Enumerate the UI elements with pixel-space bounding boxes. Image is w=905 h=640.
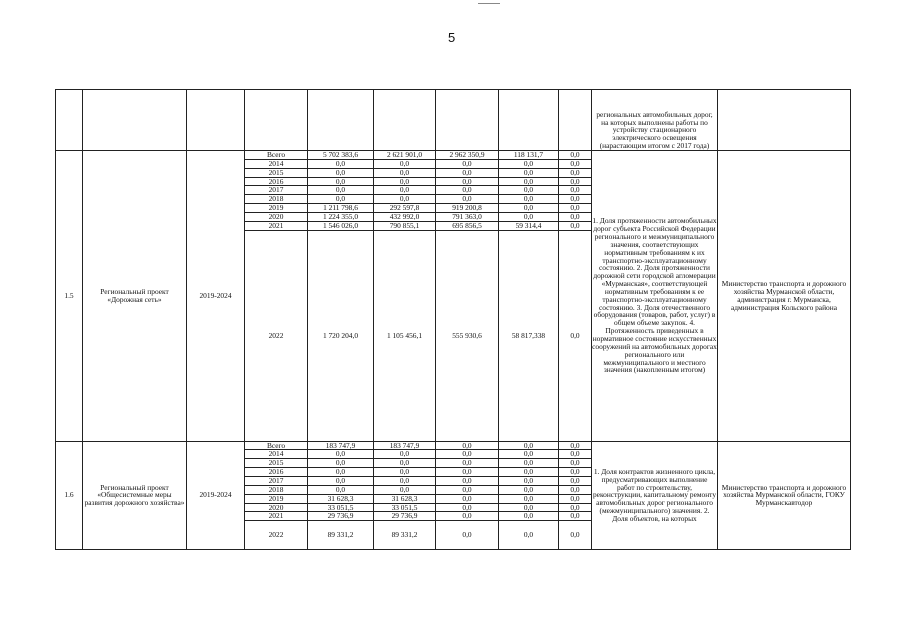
funding-value: 0,0 [308,468,374,477]
funding-value: 0,0 [499,521,559,550]
funding-value: 0,0 [499,503,559,512]
funding-value: 89 331,2 [374,521,436,550]
funding-value: 0,0 [499,476,559,485]
funding-value: 0,0 [499,212,559,221]
funding-value: 0,0 [308,177,374,186]
year-label: 2016 [245,177,308,186]
funding-value: 0,0 [436,468,499,477]
funding-value: 0,0 [499,494,559,503]
funding-value: 183 747,9 [374,441,436,450]
funding-value: 0,0 [436,476,499,485]
funding-value: 0,0 [436,521,499,550]
funding-value: 0,0 [374,159,436,168]
funding-value: 0,0 [559,459,592,468]
funding-value: 0,0 [559,521,592,550]
funding-value: 791 363,0 [436,212,499,221]
year-label: 2021 [245,221,308,230]
funding-value: 0,0 [559,503,592,512]
funding-value: 31 628,3 [308,494,374,503]
project-2-row [56,441,851,450]
project-period: 2019-2024 [187,151,245,442]
funding-value: 0,0 [374,186,436,195]
funding-value: 33 051,5 [374,503,436,512]
funding-value: 0,0 [559,168,592,177]
funding-value: 0,0 [308,476,374,485]
funding-value: 0,0 [499,512,559,521]
funding-value: 89 331,2 [308,521,374,550]
funding-value: 0,0 [374,476,436,485]
year-label: 2015 [245,459,308,468]
funding-value: 0,0 [436,494,499,503]
funding-value: 59 314,4 [499,221,559,230]
funding-value: 183 747,9 [308,441,374,450]
funding-value: 0,0 [499,450,559,459]
funding-value: 2 962 350,9 [436,151,499,160]
funding-value: 0,0 [559,204,592,213]
funding-value: 0,0 [374,485,436,494]
project-executor: Министерство транспорта и дорожного хозяйства Мурманской области, ГОКУ Мурманскавтодор [718,441,851,550]
funding-value: 0,0 [436,195,499,204]
year-label: 2017 [245,186,308,195]
funding-value: 0,0 [308,450,374,459]
funding-value: 0,0 [559,468,592,477]
funding-value: 5 702 383,6 [308,151,374,160]
year-label: Всего [245,441,308,450]
year-label: 2019 [245,204,308,213]
table-body [56,90,851,550]
funding-value: 0,0 [499,468,559,477]
funding-value: 0,0 [308,195,374,204]
funding-value: 58 817,338 [499,230,559,441]
funding-value: 0,0 [436,503,499,512]
funding-value: 0,0 [559,195,592,204]
project-number: 1.5 [56,151,83,442]
year-label: 2014 [245,159,308,168]
funding-value: 0,0 [308,168,374,177]
funding-value: 0,0 [559,450,592,459]
year-label: 2018 [245,195,308,204]
project-1-row [56,151,851,160]
funding-value: 29 736,9 [374,512,436,521]
funding-value: 0,0 [559,485,592,494]
year-label: 2020 [245,503,308,512]
year-label: 2017 [245,476,308,485]
funding-value: 0,0 [559,212,592,221]
funding-value: 0,0 [374,195,436,204]
year-label: 2019 [245,494,308,503]
funding-value: 0,0 [308,485,374,494]
year-label: 2015 [245,168,308,177]
year-label: 2018 [245,485,308,494]
funding-value: 0,0 [499,168,559,177]
funding-value: 1 720 204,0 [308,230,374,441]
funding-value: 1 546 026,0 [308,221,374,230]
funding-value: 1 224 355,0 [308,212,374,221]
funding-value: 0,0 [559,512,592,521]
funding-value: 0,0 [559,177,592,186]
funding-value: 0,0 [374,459,436,468]
funding-value: 118 131,7 [499,151,559,160]
program-table [55,89,851,550]
funding-value: 0,0 [499,441,559,450]
project-executor: Министерство транспорта и дорожного хозяйства Мурманской области, администрация г. Мурманска, администрация Кольского района [718,151,851,442]
funding-value: 0,0 [308,186,374,195]
project-name: Региональный проект «Общесистемные меры развития дорожного хозяйства» [83,441,187,550]
page-number: 5 [448,30,456,45]
funding-value: 0,0 [499,186,559,195]
funding-value: 292 597,8 [374,204,436,213]
year-label: 2021 [245,512,308,521]
funding-value: 31 628,3 [374,494,436,503]
funding-value: 0,0 [436,177,499,186]
funding-value: 1 211 798,6 [308,204,374,213]
funding-value: 555 930,6 [436,230,499,441]
year-label: 2020 [245,212,308,221]
funding-value: 0,0 [559,221,592,230]
funding-value: 0,0 [374,177,436,186]
funding-value: 0,0 [499,459,559,468]
funding-value: 919 200,8 [436,204,499,213]
top-edge-mark [478,3,500,4]
funding-value: 0,0 [499,177,559,186]
funding-value: 0,0 [308,459,374,468]
funding-value: 0,0 [308,159,374,168]
funding-value: 0,0 [436,168,499,177]
project-indicator: 1. Доля контрактов жизненного цикла, предусматривающих выполнение работ по строительству, реконструкции, капитальному ремонту автомобильных дорог регионального (межмуниципального) значения. 2. Доля объектов, на которых [592,441,718,550]
funding-value: 29 736,9 [308,512,374,521]
funding-value: 0,0 [559,476,592,485]
project-period: 2019-2024 [187,441,245,550]
funding-value: 0,0 [436,459,499,468]
funding-value: 33 051,5 [308,503,374,512]
project-name: Региональный проект «Дорожная сеть» [83,151,187,442]
funding-value: 0,0 [559,159,592,168]
funding-value: 0,0 [499,195,559,204]
funding-value: 0,0 [374,468,436,477]
funding-value: 432 992,0 [374,212,436,221]
continuation-indicator: региональных автомобильных дорог, на которых выполнены работы по устройству стационарного электрического освещения (нарастающим итогом с 2017 года) [592,90,718,151]
funding-value: 0,0 [436,441,499,450]
funding-value: 1 105 456,1 [374,230,436,441]
project-number: 1.6 [56,441,83,550]
funding-value: 2 621 901,0 [374,151,436,160]
funding-value: 0,0 [436,186,499,195]
funding-value: 0,0 [436,512,499,521]
funding-value: 0,0 [559,186,592,195]
year-label: 2016 [245,468,308,477]
funding-value: 0,0 [499,159,559,168]
funding-value: 695 856,5 [436,221,499,230]
year-label: Всего [245,151,308,160]
funding-value: 0,0 [559,230,592,441]
funding-value: 0,0 [374,168,436,177]
funding-value: 0,0 [499,485,559,494]
funding-value: 0,0 [559,441,592,450]
continuation-row [56,90,851,151]
funding-value: 0,0 [436,450,499,459]
year-label: 2014 [245,450,308,459]
year-label: 2022 [245,521,308,550]
funding-value: 0,0 [436,159,499,168]
funding-value: 0,0 [436,485,499,494]
funding-value: 0,0 [374,450,436,459]
project-indicator: 1. Доля протяженности автомобильных дорог субъекта Российской Федерации регионального и межмуниципального значения, соответствующих нормативным требованиям к их транспортно-эксплуатационному состоянию. 2. Доля протяженности дорожной сети городской агломерации «Мурманская», соответствующей нормативным требованиям к ее транспортно-эксплуатационному состоянию. 3. Доля отечественного оборудования (товаров, работ, услуг) в общем объеме закупок. 4. Протяженность приведенных в нормативное состояние искусственных сооружений на автомобильных дорогах регионального или межмуниципального и местного значения (накопленным итогом) [592,151,718,442]
year-label: 2022 [245,230,308,441]
funding-value: 0,0 [499,204,559,213]
funding-value: 0,0 [559,494,592,503]
funding-value: 790 855,1 [374,221,436,230]
funding-value: 0,0 [559,151,592,160]
